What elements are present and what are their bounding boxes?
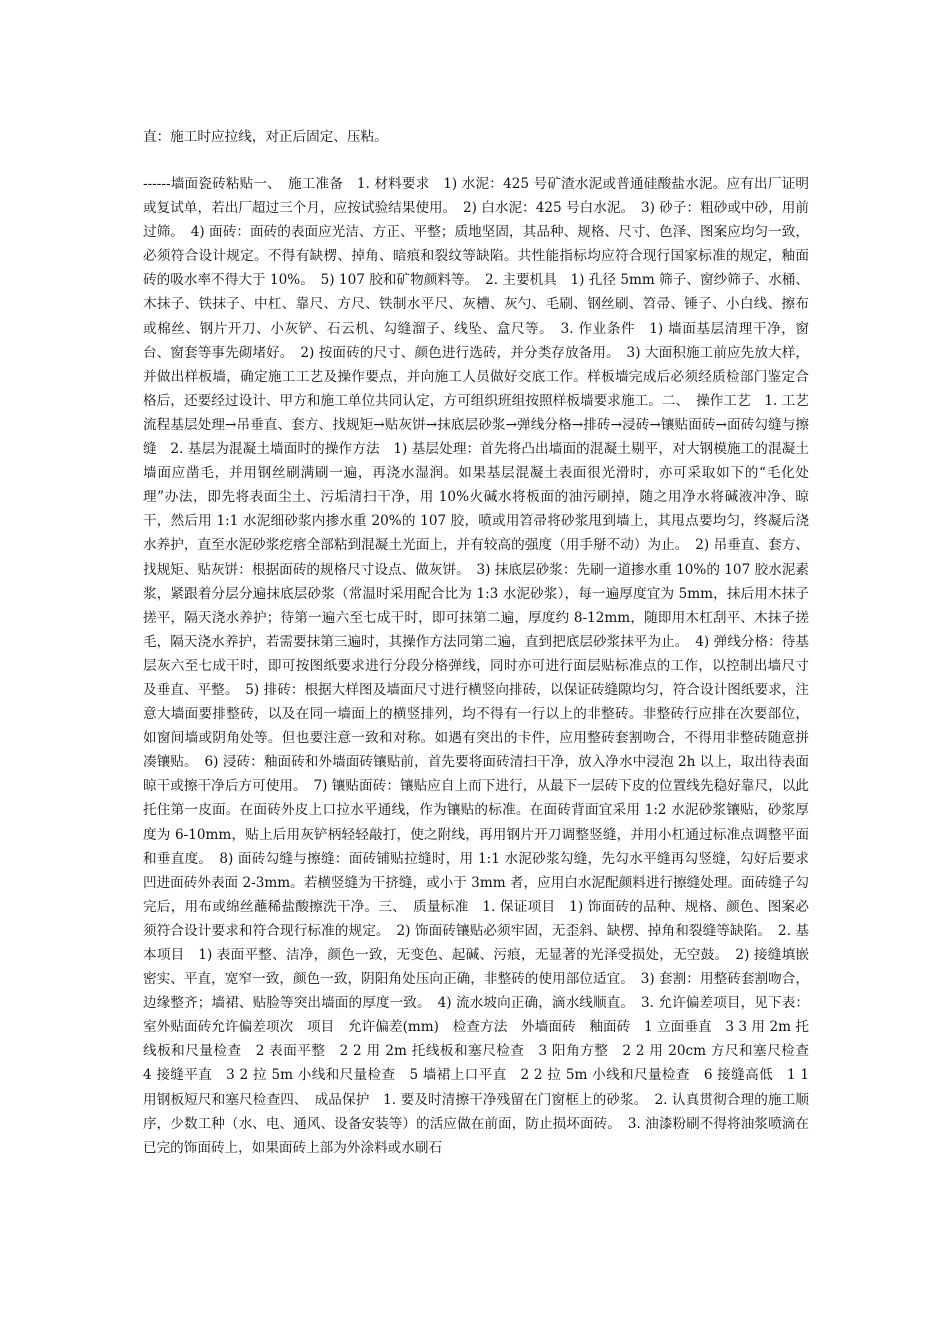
paragraph-wall-tile-procedure: ------墙面瓷砖粘贴一、 施工准备 1. 材料要求 1) 水泥：425 号矿渣水泥或普通硅酸盐水泥。应有出厂证明或复试单，若出厂超过三个月，应按试验结果使用。 2) 白水泥：425 号白水泥。 3) 砂子：粗砂或中砂，用前过筛。 4) 面砖：面砖的表面应光洁、方正、平整；质地坚固，其品种、规格、尺寸、色泽、图案应均匀一致，必须符合设计规定。不得有缺楞、掉角、暗痕和裂纹等缺陷。共性能指标均应符合现行国家标准的规定，釉面砖的吸水率不得大于 10%。 5) 107 胶和矿物颜料等。 2. 主要机具 1) 孔径 5mm 筛子、窗纱筛子、水桶、木抹子、铁抹子、中杠、靠尺、方尺、铁制水平尺、灰槽、灰勺、毛刷、钢丝刷、笤帚、锤子、小白线、擦布或棉丝、钢片开刀、小灰铲、石云机、勾缝溜子、线坠、盒尺等。 3. 作业条件 1) 墙面基层清理干净，窗台、窗套等事先砌堵好。 2) 按面砖的尺寸、颜色进行选砖，并分类存放备用。 3) 大面积施工前应先放大样，并做出样板墙，确定施工工艺及操作要点，并向施工人员做好交底工作。样板墙完成后必须经质检部门鉴定合格后，还要经过设计、甲方和施工单位共同认定，方可组织班组按照样板墙要求施工。二、 操作工艺 1. 工艺流程基层处理→吊垂直、套方、找规矩→贴灰饼→抹底层砂浆→弹线分格→排砖→浸砖→镶贴面砖→面砖勾缝与擦缝 2. 基层为混凝土墙面时的操作方法 1) 基层处理：首先将凸出墙面的混凝土剔平，对大钢模施工的混凝土墙面应凿毛，并用钢丝刷满刷一遍，再浇水湿润。如果基层混凝土表面很光滑时，亦可采取如下的“毛化处理”办法，即先将表面尘土、污垢清扫干净，用 10%火碱水将板面的油污刷掉，随之用净水将碱液冲净、晾干，然后用 1:1 水泥细砂浆内掺水重 20%的 107 胶，喷或用笤帚将砂浆甩到墙上，其甩点要均匀，终凝后浇水养护，直至水泥砂浆疙瘩全部粘到混凝土光面上，并有较高的强度（用手掰不动）为止。 2) 吊垂直、套方、找规矩、贴灰饼：根据面砖的规格尺寸设点、做灰饼。 3) 抹底层砂浆：先刷一道掺水重 10%的 107 胶水泥素浆，紧跟着分层分遍抹底层砂浆（常温时采用配合比为 1:3 水泥砂浆），每一遍厚度宜为 5mm，抹后用木抹子搓平，隔天浇水养护；待第一遍六至七成干时，即可抹第二遍，厚度约 8-12mm，随即用木杠刮平、木抹子搓毛，隔天浇水养护，若需要抹第三遍时，其操作方法同第二遍，直到把底层砂浆抹平为止。 4) 弹线分格：待基层灰六至七成干时，即可按图纸要求进行分段分格弹线，同时亦可进行面层贴标准点的工作，以控制出墙尺寸及垂直、平整。 5) 排砖：根据大样图及墙面尺寸进行横竖向排砖，以保证砖缝隙均匀，符合设计图纸要求，注意大墙面要排整砖，以及在同一墙面上的横竖排列，均不得有一行以上的非整砖。非整砖行应排在次要部位，如窗间墙或阴角处等。但也要注意一致和对称。如遇有突出的卡件，应用整砖套割吻合，不得用非整砖随意拼凑镶贴。 6) 浸砖：釉面砖和外墙面砖镶贴前，首先要将面砖清扫干净，放入净水中浸泡 2h 以上，取出待表面晾干或擦干净后方可使用。 7) 镶贴面砖：镶贴应自上而下进行，从最下一层砖下皮的位置线先稳好靠尺，以此托住第一皮面。在面砖外皮上口拉水平通线，作为镶贴的标准。在面砖背面宜采用 1:2 水泥砂浆镶贴，砂浆厚度为 6-10mm，贴上后用灰铲柄轻轻敲打，使之附线，再用钢片开刀调整竖缝，并用小杠通过标准点调整平面和垂直度。 8) 面砖勾缝与擦缝：面砖铺贴拉缝时，用 1:1 水泥砂浆勾缝，先勾水平缝再勾竖缝，勾好后要求凹进面砖外表面 2-3mm。若横竖缝为干挤缝，或小于 3mm 者，应用白水泥配颜料进行擦缝处理。面砖缝子勾完后，用布或绵丝蘸稀盐酸擦洗干净。三、 质量标准 1. 保证项目 1) 饰面砖的品种、规格、颜色、图案必须符合设计要求和符合现行标准的规定。 2) 饰面砖镶贴必须牢固，无歪斜、缺楞、掉角和裂缝等缺陷。 2. 基本项目 1) 表面平整、洁净，颜色一致，无变色、起碱、污痕，无显著的光泽受损处，无空鼓。 2) 接缝填嵌密实、平直，宽窄一致，颜色一致，阴阳角处压向正确，非整砖的使用部位适宜。 3) 套割：用整砖套割吻合，边缘整齐；墙裙、贴脸等突出墙面的厚度一致。 4) 流水坡向正确，滴水线顺直。 3. 允许偏差项目，见下表：室外贴面砖允许偏差项次 项目 允许偏差(mm) 检查方法 外墙面砖 釉面砖 1 立面垂直 3 3 用 2m 托线板和尺量检查 2 表面平整 2 2 用 2m 托线板和塞尺检查 3 阳角方整 2 2 用 20cm 方尺和塞尺检查 4 接缝平直 3 2 拉 5m 小线和尺量检查 5 墙裙上口平直 2 2 拉 5m 小线和尺量检查 6 接缝高低 1 1 用钢板短尺和塞尺检查四、 成品保护 1. 要及时清擦干净残留在门窗框上的砂浆。 2. 认真贯彻合理的施工顺序，少数工种（水、电、通风、设备安装等）的活应做在前面，防止损坏面砖。 3. 油漆粉刷不得将油浆喷滴在已完的饰面砖上，如果面砖上部为外涂料或水刷石 bbox=[143, 176, 823, 1156]
paragraph-continuation: 直：施工时应拉线，对正后固定、压粘。 bbox=[143, 129, 388, 145]
